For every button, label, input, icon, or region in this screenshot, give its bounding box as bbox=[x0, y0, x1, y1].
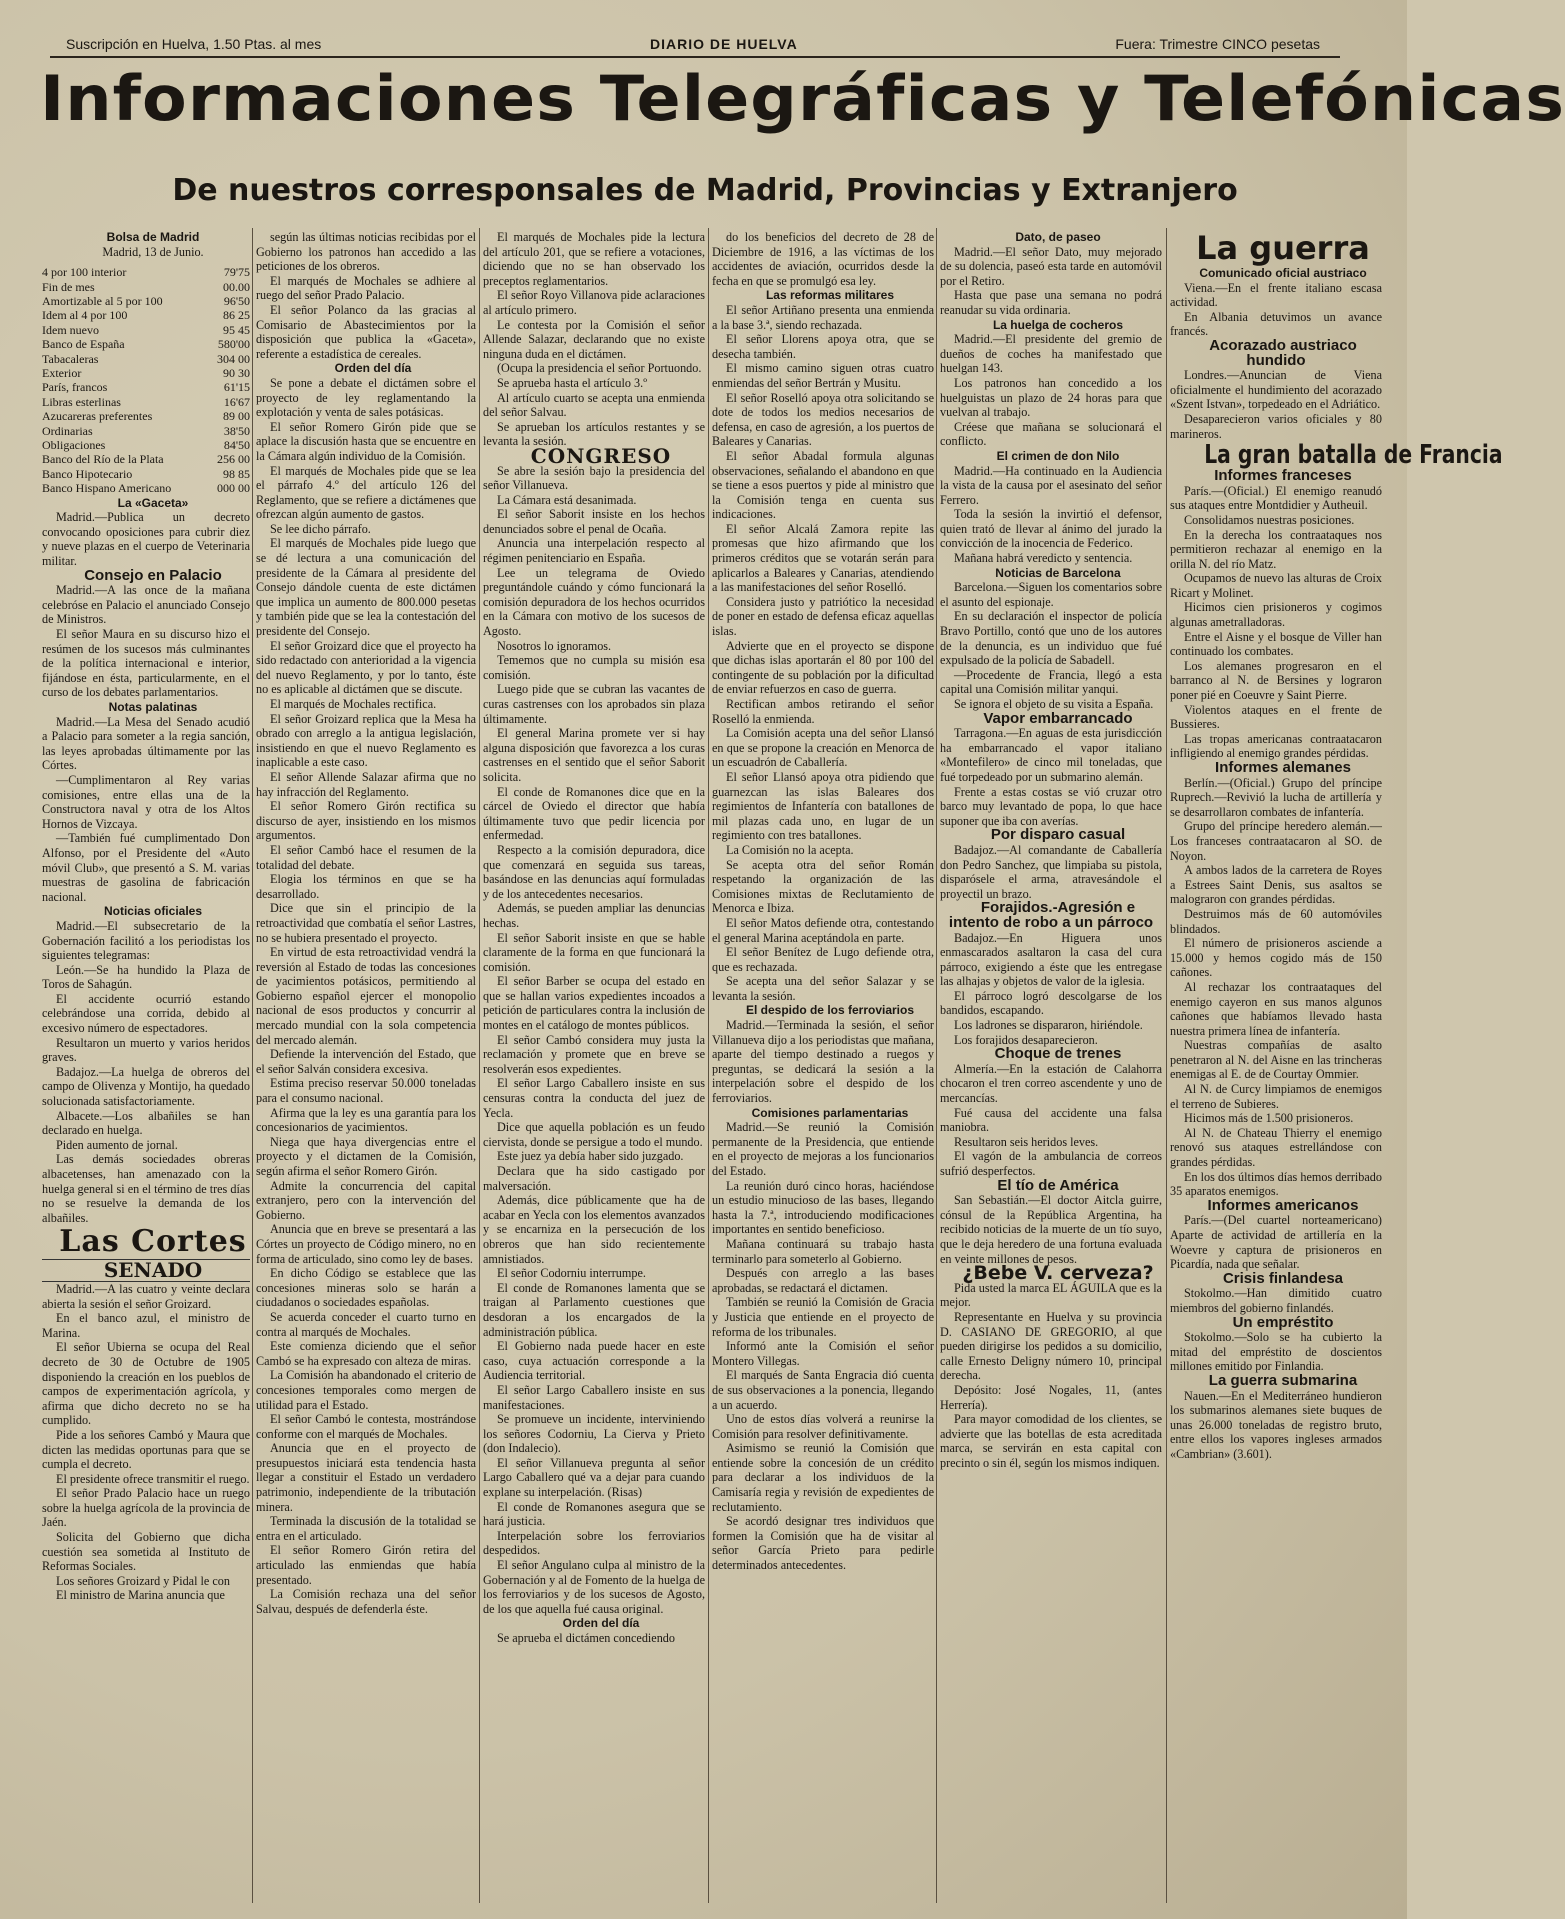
stock-name: Ordinarias bbox=[42, 423, 93, 438]
paragraph: Hicimos más de 1.500 prisioneros. bbox=[1184, 1111, 1354, 1126]
stock-name: Banco de España bbox=[42, 337, 125, 352]
section-heading: El despido de los ferroviarios bbox=[745, 1003, 915, 1018]
stock-value: 61'15 bbox=[223, 380, 250, 395]
paragraph: El señor Llansó apoya otra pidiendo que guarnezcan las islas Baleares dos regimientos de Infantería con batallones de mil plazas cada uno, en lugar de un regimiento con tres batallones. bbox=[712, 769, 934, 843]
paragraph: Se acepta otra del señor Román respetando la organización de las Comisiones mixtas de Reclutamiento de Menorca e Ibiza. bbox=[712, 857, 934, 916]
paragraph: Las tropas americanas contraatacaron infligiendo al enemigo grandes pérdidas. bbox=[1170, 731, 1382, 761]
paragraph: Defiende la intervención del Estado, que el señor Salván considera excesiva. bbox=[256, 1047, 476, 1076]
paragraph: Interpelación sobre los ferroviarios despedidos. bbox=[483, 1528, 705, 1558]
stock-value: 580'00 bbox=[217, 337, 250, 352]
paragraph: Uno de estos días volverá a reunirse la Comisión para resolver definitivamente. bbox=[712, 1412, 934, 1441]
paragraph: El señor Largo Caballero insiste en sus censuras contra la conducta del juez de Yecla. bbox=[483, 1076, 705, 1120]
paragraph: El señor Cambó le contesta, mostrándose conforme con el marqués de Mochales. bbox=[256, 1412, 476, 1441]
stock-name: Amortizable al 5 por 100 bbox=[42, 294, 163, 308]
paragraph: En la derecha los contraataques nos permitieron rechazar al enemigo en la orilla N. del río Matz. bbox=[1170, 527, 1382, 571]
paragraph: Se acepta una del señor Salazar y se levanta la sesión. bbox=[712, 974, 934, 1003]
subscription-note: Suscripción en Huelva, 1.50 Ptas. al mes bbox=[66, 36, 322, 52]
paragraph: Se aprueba el dictámen concediendo bbox=[497, 1631, 675, 1645]
paragraph: Almería.—En la estación de Calahorra chocaron el tren correo ascendente y uno de mercancías. bbox=[940, 1061, 1162, 1106]
stock-row bbox=[42, 323, 250, 337]
paragraph: Solicita del Gobierno que dicha cuestión sea sometida al Instituto de Reformas Sociales. bbox=[42, 1530, 250, 1574]
column-rule bbox=[708, 228, 709, 1903]
stock-name: Idem nuevo bbox=[42, 322, 99, 337]
paragraph: El vagón de la ambulancia de correos sufrió desperfectos. bbox=[940, 1149, 1162, 1178]
paragraph: Se lee dicho párrafo. bbox=[270, 521, 371, 536]
section-heading: Choque de trenes bbox=[994, 1045, 1122, 1063]
subscription-outside: Fuera: Trimestre CINCO pesetas bbox=[1115, 36, 1320, 52]
stock-value: 256 00 bbox=[217, 452, 250, 467]
paragraph: El marqués de Mochales pide la lectura del artículo 201, que se refiere a votaciones, diciendo que no se han observado los preceptos reglamentarios. bbox=[483, 230, 705, 288]
paragraph: —Cumplimentaron al Rey varias comisiones, entre ellas una de la Constructora naval y otra de los Altos Hornos de Vizcaya. bbox=[42, 772, 250, 831]
paragraph: Berlín.—(Oficial.) Grupo del príncipe Ruprech.—Revivió la lucha de artillería y se desarrollaron combates de infantería. bbox=[1170, 775, 1382, 819]
stock-name: Banco Hipotecario bbox=[42, 466, 133, 481]
paragraph: El señor Prado Palacio hace un ruego sobre la huelga agrícola de la provincia de Jaén. bbox=[42, 1486, 250, 1530]
paragraph: El señor Artiñano presenta una enmienda a la base 3.ª, siendo rechazada. bbox=[712, 302, 934, 332]
paragraph: El señor Groizard dice que el proyecto ha sido redactado con anterioridad a la vigencia del nuevo Reglamento, y por lo tanto, éste no es aplicable al dictámen que se discute. bbox=[256, 638, 476, 697]
section-heading: Orden del día bbox=[334, 361, 412, 376]
paragraph: El señor Saborit insiste en que se hable claramente de la forma en que funcionará la comisión. bbox=[483, 930, 705, 974]
senado-body bbox=[42, 1282, 250, 1603]
paragraph: Madrid.—A las cuatro y veinte declara abierta la sesión el señor Groizard. bbox=[42, 1281, 250, 1311]
column-rule bbox=[479, 228, 480, 1903]
stock-row bbox=[42, 265, 250, 279]
column-1 bbox=[42, 230, 250, 1900]
paragraph: Después con arreglo a las bases aprobadas, se redactará el dictamen. bbox=[712, 1266, 934, 1295]
paragraph: Afirma que la ley es una garantía para los concesionarios de yacimientos. bbox=[256, 1105, 476, 1135]
stock-name: Banco Hispano Americano bbox=[42, 481, 172, 496]
paragraph: Dice que aquella población es un feudo ciervista, donde se persigue a todo el mundo. bbox=[483, 1120, 705, 1149]
section-heading: Noticias de Barcelona bbox=[995, 565, 1121, 580]
paragraph: Madrid.—El subsecretario de la Gobernación facilitó a los periodistas los siguientes telegramas: bbox=[42, 918, 250, 963]
section-heading: Acorazado austriaco hundido bbox=[1209, 336, 1357, 369]
paragraph: Resultaron seis heridos leves. bbox=[954, 1134, 1099, 1149]
consejo-heading: Consejo en Palacio bbox=[84, 566, 222, 584]
column-rule bbox=[252, 228, 253, 1903]
paragraph: La Comisión ha abandonado el criterio de concesiones temporales como mergen de utilidad para el Estado. bbox=[256, 1368, 476, 1412]
paragraph: El señor Cambó hace el resumen de la totalidad del debate. bbox=[256, 842, 476, 872]
paragraph: Rectifican ambos retirando el señor Roselló la enmienda. bbox=[712, 697, 934, 726]
stock-row bbox=[42, 452, 250, 466]
stock-value: 304 00 bbox=[217, 351, 250, 366]
paragraph: Resultaron un muerto y varios heridos graves. bbox=[42, 1035, 250, 1065]
paragraph: Informó ante la Comisión el señor Montero Villegas. bbox=[712, 1339, 934, 1368]
stock-value: 16'67 bbox=[223, 394, 250, 409]
paragraph: Advierte que en el proyecto se dispone que dichas islas aportarán el 80 por 100 del contingente de su población por la dificultad de enviar refuerzos en caso de guerra. bbox=[712, 638, 934, 697]
gaceta-text: Madrid.—Publica un decreto convocando oposiciones para cubrir diez y nueve plazas en el cuerpo de Veterinaria militar. bbox=[42, 510, 250, 569]
section-heading: CONGRESO bbox=[530, 443, 672, 468]
paragraph: El señor Matos defiende otra, contestando el general Marina aceptándola en parte. bbox=[712, 915, 934, 945]
stock-table bbox=[42, 265, 250, 496]
column-5 bbox=[940, 230, 1162, 1900]
bolsa-dateline: Madrid, 13 de Junio. bbox=[102, 244, 204, 259]
section-heading: Informes franceses bbox=[1214, 467, 1352, 485]
paragraph: Al artículo cuarto se acepta una enmienda del señor Salvau. bbox=[483, 390, 705, 420]
cortes-heading: Las Cortes bbox=[59, 1224, 247, 1260]
paragraph: Mañana habrá veredicto y sentencia. bbox=[954, 551, 1133, 566]
paragraph: Frente a estas costas se vió cruzar otro barco muy levantado de popa, lo que hace suponer que iba con averías. bbox=[940, 784, 1162, 828]
paragraph: Los forajidos desaparecieron. bbox=[954, 1032, 1098, 1047]
paragraph: El señor Barber se ocupa del estado en que se hallan varios expedientes incoados a petición de particulares contra la inclusión de montes en el catálogo de montes públicos. bbox=[483, 974, 705, 1033]
paragraph: Se aprueban los artículos restantes y se levanta la sesión. bbox=[483, 419, 705, 449]
paragraph: El mismo camino siguen otras cuatro enmiendas del señor Bertrán y Musitu. bbox=[712, 361, 934, 390]
paragraph: El señor Romero Girón retira del articulado las enmiendas que había presentado. bbox=[256, 1543, 476, 1587]
column-rule bbox=[1166, 228, 1167, 1903]
paragraph: El señor Romero Girón pide que se aplace la discusión hasta que se encuentre en la Cámara algún individuo de la Comisión. bbox=[256, 419, 476, 463]
stock-value: 00.00 bbox=[223, 279, 250, 294]
paragraph: El señor Llorens apoya otra, que se desecha también. bbox=[712, 332, 934, 361]
paragraph: El señor Saborit insiste en los hechos denunciados sobre el penal de Ocaña. bbox=[483, 507, 705, 536]
paragraph: La Comisión acepta una del señor Llansó en que se propone la creación en Menorca de un escuadrón de Caballería. bbox=[712, 726, 934, 770]
paragraph: El marqués de Mochales pide luego que se dé lectura a una comunicación del presidente de la Cámara al presidente del Consejo dándole cuenta de este dictámen que implica un aumento de 800.000 pesetas y también pide que se lea la contestación del presidente del Consejo. bbox=[256, 536, 476, 639]
paragraph: Este juez ya debía haber sido juzgado. bbox=[497, 1149, 684, 1164]
section-subtitle: De nuestros corresponsales de Madrid, Provincias y Extranjero bbox=[172, 173, 1238, 208]
senado-heading: SENADO bbox=[42, 1259, 250, 1282]
paragraph: Considera justo y patriótico la necesidad de poner en estado de defensa eficaz aquellas islas. bbox=[712, 594, 934, 639]
paragraph: En dicho Código se establece que las concesiones mineras solo se harán a ciudadanos o sociedades españolas. bbox=[256, 1266, 476, 1310]
paragraph: Para mayor comodidad de los clientes, se advierte que las botellas de esta acreditada marca, se servirán en esta capital con precinto o sin él, según los mismos indiquen. bbox=[940, 1412, 1162, 1470]
stock-name: Obligaciones bbox=[42, 438, 106, 453]
paragraph: El señor Polanco da las gracias al Comisario de Abastecimientos por la disposición que publica la «Gaceta», referente a estadística de cereales. bbox=[256, 302, 476, 361]
paragraph: Fué causa del accidente una falsa maniobra. bbox=[940, 1105, 1162, 1135]
consejo-body bbox=[42, 583, 250, 700]
notas-heading: Notas palatinas bbox=[108, 700, 198, 714]
notas-body bbox=[42, 715, 250, 905]
column-2 bbox=[256, 230, 476, 1900]
paragraph: Se ignora el objeto de su visita a España. bbox=[954, 697, 1154, 711]
paragraph: —Procedente de Francia, llegó a esta capital una Comisión militar yanqui. bbox=[940, 667, 1162, 697]
paragraph: Badajoz.—En Higuera unos enmascarados asaltaron la casa del cura párroco, exigiendo a éste que les entregase las alhajas y objetos de valor de la iglesia. bbox=[940, 930, 1162, 989]
paragraph: En Albania detuvimos un avance francés. bbox=[1170, 309, 1382, 339]
paragraph: Lee un telegrama de Oviedo preguntándole cuándo y cómo funcionará la comisión depuradora de los hechos ocurridos en la Cámara con motivo de los sucesos de Agosto. bbox=[483, 565, 705, 639]
paragraph: Se abre la sesión bajo la presidencia del señor Villanueva. bbox=[483, 463, 705, 493]
paragraph: En el banco azul, el ministro de Marina. bbox=[42, 1311, 250, 1340]
stock-row bbox=[42, 337, 250, 351]
paragraph: —También fué cumplimentado Don Alfonso, por el Presidente del «Auto móvil Club», que presentó a S. M. varias muestras de gasolina de fabricación nacional. bbox=[42, 831, 250, 904]
section-heading: El crimen de don Nilo bbox=[996, 448, 1120, 463]
paragraph: Los patronos han concedido a los huelguistas un plazo de 24 horas para que vuelvan al trabajo. bbox=[940, 375, 1162, 420]
stock-row bbox=[42, 308, 250, 322]
paragraph: Admite la concurrencia del capital extranjero, pero con la intervención del Gobierno. bbox=[256, 1178, 476, 1222]
paragraph: Estima preciso reservar 50.000 toneladas para el consumo nacional. bbox=[256, 1076, 476, 1106]
section-heading: Informes alemanes bbox=[1215, 759, 1351, 776]
section-heading: Comisiones parlamentarias bbox=[751, 1105, 909, 1120]
paragraph: La Cámara está desanimada. bbox=[497, 492, 637, 507]
paragraph: Los señores Groizard y Pidal le con bbox=[56, 1573, 230, 1588]
stock-row bbox=[42, 352, 250, 366]
paragraph: Declara que ha sido castigado por malversación. bbox=[483, 1164, 705, 1193]
stock-name: Tabacaleras bbox=[42, 351, 99, 366]
paragraph: Anuncia una interpelación respecto al régimen penitenciario en España. bbox=[483, 536, 705, 566]
stock-value: 84'50 bbox=[223, 438, 250, 453]
stock-name: Banco del Río de la Plata bbox=[42, 452, 164, 467]
section-heading: Vapor embarrancado bbox=[983, 709, 1133, 727]
paragraph: El conde de Romanones lamenta que se traigan al Parlamento cuestiones que desdoran a los encargados de la administración pública. bbox=[483, 1280, 705, 1339]
paragraph: El señor Allende Salazar afirma que no hay infracción del Reglamento. bbox=[256, 769, 476, 799]
bolsa-heading: Bolsa de Madrid bbox=[106, 230, 200, 244]
paragraph: París.—(Del cuartel norteamericano) Aparte de actividad de artillería en la Woevre y captura de prisioneros en Picardía, nada que señalar. bbox=[1170, 1213, 1382, 1272]
paragraph: Créese que mañana se solucionará el conflicto. bbox=[940, 419, 1162, 449]
paragraph: (Ocupa la presidencia el señor Portuondo. bbox=[497, 361, 702, 376]
paragraph: Londres.—Anuncian de Viena oficialmente el hundimiento del acorazado «Szent Istvan», torpedeado en el Adriático. bbox=[1170, 368, 1382, 412]
paragraph: El señor Abadal formula algunas observaciones, señalando el abandono en que se tiene a esos puertos y pide al ministro que la Comisión tenga en cuenta sus indicaciones. bbox=[712, 448, 934, 522]
paragraph: Además, dice públicamente que ha de acabar en Yecla con los elementos avanzados y se encarniza en la persecución de los obreros que han sido recientemente amnistiados. bbox=[483, 1193, 705, 1266]
section-heading: La guerra bbox=[1196, 229, 1370, 267]
section-heading: Dato, de paseo bbox=[1015, 230, 1101, 244]
section-heading: La gran batalla de Francia bbox=[1204, 440, 1503, 471]
paragraph: El conde de Romanones dice que en la cárcel de Oviedo el director que había últimamente tuvo que pedir licencia por enfermedad. bbox=[483, 784, 705, 843]
paragraph: La Comisión rechaza una del señor Salvau, después de defenderla éste. bbox=[256, 1587, 476, 1616]
paragraph: El accidente ocurrió estando celebrándose una corrida, debido al excesivo número de espectadores. bbox=[42, 991, 250, 1036]
paragraph: Al N. de Chateau Thierry el enemigo renovó sus ataques estrellándose con grandes pérdidas. bbox=[1170, 1125, 1382, 1170]
paragraph: El marqués de Mochales pide que se lea el párrafo 4.º del artículo 126 del Reglamento, que se refiere a dictámenes que ofrezcan algún aumento de gastos. bbox=[256, 463, 476, 522]
paragraph: Madrid.—A las once de la mañana celebróse en Palacio el anunciado Consejo de Ministros. bbox=[42, 583, 250, 627]
stock-value: 89 00 bbox=[223, 409, 250, 424]
paragraph: La reunión duró cinco horas, haciéndose un estudio minucioso de las bases, llegando hasta la 7.ª, introduciendo modificaciones importantes en sentido beneficioso. bbox=[712, 1178, 934, 1237]
section-heading: Las reformas militares bbox=[765, 288, 895, 303]
masthead-title: Informaciones Telegráficas y Telefónicas bbox=[40, 62, 1565, 135]
paragraph: Violentos ataques en el frente de Bussieres. bbox=[1170, 702, 1382, 732]
paragraph: El señor Cambó considera muy justa la reclamación y promete que en breve se resolverán esos expedientes. bbox=[483, 1032, 705, 1076]
section-heading: La guerra submarina bbox=[1208, 1371, 1358, 1389]
paragraph: Anuncia que en el proyecto de presupuestos iniciará esta tendencia hasta llegar a constituir el Estado un verdadero patrimonio, independiente de la tributación minera. bbox=[256, 1441, 476, 1514]
paragraph: París.—(Oficial.) El enemigo reanudó sus ataques entre Montdidier y Autheuil. bbox=[1170, 483, 1382, 513]
stock-row bbox=[42, 467, 250, 481]
newspaper-name: DIARIO DE HUELVA bbox=[650, 36, 798, 52]
paragraph: Madrid.—La Mesa del Senado acudió a Palacio para someter a la regia sanción, las leyes aprobadas últimamente por las Córtes. bbox=[42, 714, 250, 773]
stock-row bbox=[42, 280, 250, 294]
section-heading: Un empréstito bbox=[1232, 1313, 1334, 1331]
stock-value: 86 25 bbox=[223, 308, 250, 323]
paragraph: Asimismo se reunió la Comisión que entiende sobre la concesión de un crédito para declarar a los individuos de la Camisaría regia y revisión de expedientes de reclutamiento. bbox=[712, 1441, 934, 1514]
paragraph: Las demás sociedades obreras albacetenses, han amenazado con la huelga general si en el término de tres días no se resuelve la demanda de los albañiles. bbox=[42, 1152, 250, 1225]
paragraph: El número de prisioneros asciende a 15.000 y hemos cogido más de 150 cañones. bbox=[1170, 936, 1382, 980]
stock-name: Fin de mes bbox=[42, 279, 95, 294]
stock-name: Azucareras preferentes bbox=[42, 409, 153, 424]
paragraph: El señor Angulano culpa al ministro de la Gobernación y al de Fomento de la huelga de los ferroviarios y de los sucesos de Agosto, de los que aquella fué causa original. bbox=[483, 1558, 705, 1616]
paragraph: El señor Villanueva pregunta al señor Largo Caballero qué va a dejar para cuando explane su interpelación. (Risas) bbox=[483, 1455, 705, 1500]
paragraph: Además, se pueden ampliar las denuncias hechas. bbox=[483, 901, 705, 930]
section-heading: Informes americanos bbox=[1207, 1196, 1359, 1214]
paragraph: Madrid.—El presidente del gremio de dueños de coches ha manifestado que huelgan 143. bbox=[940, 332, 1162, 376]
paragraph: Madrid.—El señor Dato, muy mejorado de su dolencia, paseó esta tarde en automóvil por el Retiro. bbox=[940, 244, 1162, 288]
paragraph: Anuncia que en breve se presentará a las Córtes un proyecto de Código minero, no en forma de articulado, sino como ley de bases. bbox=[256, 1222, 476, 1266]
column-rule bbox=[936, 228, 937, 1903]
paragraph: El señor Alcalá Zamora repite las promesas que hizo afirmando que los primeros créditos que se votarán serán para aplicarlos a Baleares y Canarias, atendiendo a las manifestaciones del señor Roselló. bbox=[712, 521, 934, 595]
gaceta-heading: La «Gaceta» bbox=[117, 495, 189, 510]
paragraph: El marqués de Mochales rectifica. bbox=[270, 697, 437, 711]
stock-row bbox=[42, 380, 250, 394]
stock-name: París, francos bbox=[42, 380, 108, 395]
paragraph: Tarragona.—En aguas de esta jurisdicción ha embarrancado el vapor italiano «Montefilero» de cinco mil toneladas, que fué torpedeado por un submarino alemán. bbox=[940, 726, 1162, 784]
paragraph: Luego pide que se cubran las vacantes de curas castrenses con los aprobados sin plaza últimamente. bbox=[483, 682, 705, 726]
paragraph: Terminada la discusión de la totalidad se entra en el articulado. bbox=[256, 1514, 476, 1543]
paragraph: También se reunió la Comisión de Gracia y Justicia que entiende en el proyecto de reforma de los tribunales. bbox=[712, 1295, 934, 1339]
paragraph: Este comienza diciendo que el señor Cambó se ha expresado con alteza de miras. bbox=[256, 1339, 476, 1368]
stock-row bbox=[42, 424, 250, 438]
paragraph: En virtud de esta retroactividad vendrá la reversión al Estado de todas las concesiones de yacimientos potásicos, permitiendo al Gobierno español ejercer el monopolio nacional de esos productos y concurrir al mercado mundial con la sola competencia del mercado alemán. bbox=[256, 945, 476, 1047]
stock-name: Idem al 4 por 100 bbox=[42, 308, 128, 323]
stock-row bbox=[42, 366, 250, 380]
paragraph: El señor Codorniu interrumpe. bbox=[497, 1266, 646, 1281]
paragraph: El señor Roselló apoya otra solicitando se dote de todos los medios necesarios de defensa, en caso de agresión, a los puertos de Baleares y Canarias. bbox=[712, 390, 934, 449]
stock-value: 98 85 bbox=[223, 466, 250, 481]
paragraph: Se promueve un incidente, interviniendo los señores Codorniu, La Cierva y Prieto (don Indalecio). bbox=[483, 1412, 705, 1456]
stock-value: 96'50 bbox=[223, 294, 250, 308]
stock-value: 95 45 bbox=[223, 322, 250, 337]
paragraph: Hasta que pase una semana no podrá reanudar su vida ordinaria. bbox=[940, 288, 1162, 317]
paragraph: Badajoz.—Al comandante de Caballería don Pedro Sanchez, que limpiaba su pistola, disparósele el arma, atravesándole el proyectil un brazo. bbox=[940, 842, 1162, 901]
paragraph: Elogia los términos en que se ha desarrollado. bbox=[256, 872, 476, 901]
paragraph: El marqués de Santa Engracia dió cuenta de sus observaciones a la ponencia, llegando a un acuerdo. bbox=[712, 1368, 934, 1412]
stock-value: 000 00 bbox=[217, 481, 250, 496]
stock-row bbox=[42, 294, 250, 308]
header-line bbox=[50, 34, 1340, 58]
paragraph: Destruimos más de 60 automóviles blindados. bbox=[1170, 906, 1382, 936]
paragraph: Se acuerda conceder el cuarto turno en contra al marqués de Mochales. bbox=[256, 1309, 476, 1339]
noticias-heading: Noticias oficiales bbox=[103, 904, 203, 919]
paragraph: do los beneficios del decreto de 28 de Diciembre de 1916, a las víctimas de los accidentes de aviación, ocurridos desde la fecha en que se promulgó esa ley. bbox=[712, 230, 934, 288]
paragraph: El párroco logró descolgarse de los bandidos, escapando. bbox=[940, 988, 1162, 1018]
paragraph: Nuestras compañías de asalto penetraron al N. del Aisne en las trincheras enemigas al E. de de Courtay Ommier. bbox=[1170, 1038, 1382, 1082]
paragraph: Se pone a debate el dictámen sobre el proyecto de ley reglamentando la explotación y venta de sales potásicas. bbox=[256, 375, 476, 420]
paragraph: Al rechazar los contraataques del enemigo cayeron en sus manos algunos cañones que habíamos llevado hasta nuestra primera línea de infantería. bbox=[1170, 979, 1382, 1038]
paragraph: El señor Groizard replica que la Mesa ha obrado con arreglo a la antigua legislación, insistiendo en que el nuevo Reglamento es inaplicable a este caso. bbox=[256, 711, 476, 770]
section-heading: ¿Bebe V. cerveza? bbox=[962, 1262, 1154, 1285]
paragraph: Tememos que no cumpla su misión esa comisión. bbox=[483, 653, 705, 682]
paragraph: En los dos últimos días hemos derribado 35 aparatos enemigos. bbox=[1170, 1169, 1382, 1199]
paragraph: Nauen.—En el Mediterráneo hundieron los submarinos alemanes siete buques de unas 26.000 toneladas de registro bruto, entre ellos los vapores ingleses armados «Cambrian» (3.601). bbox=[1170, 1388, 1382, 1461]
stock-value: 79'75 bbox=[223, 265, 250, 280]
paragraph: El señor Largo Caballero insiste en sus manifestaciones. bbox=[483, 1382, 705, 1412]
section-heading: El tío de América bbox=[997, 1176, 1119, 1194]
section-heading: Crisis finlandesa bbox=[1222, 1269, 1344, 1287]
section-heading: Forajidos.-Agresión e intento de robo a un párroco bbox=[948, 899, 1154, 931]
paragraph: Los alemanes progresaron en el barranco al N. de Bersines y lograron poner pié en Coeuvre y Saint Pierre. bbox=[1170, 658, 1382, 703]
paragraph: Le contesta por la Comisión el señor Allende Salazar, declarando que no existe ninguna duda en el dictámen. bbox=[483, 317, 705, 361]
paragraph: Entre el Aisne y el bosque de Viller han continuado los combates. bbox=[1170, 629, 1382, 659]
paragraph: El señor Benítez de Lugo defiende otra, que es rechazada. bbox=[712, 945, 934, 974]
column-4 bbox=[712, 230, 934, 1900]
stock-name: Exterior bbox=[42, 366, 82, 381]
paragraph: El señor Romero Girón rectifica su discurso de ayer, insistiendo en los mismos argumentos. bbox=[256, 799, 476, 843]
paragraph: El conde de Romanones asegura que se hará justicia. bbox=[483, 1499, 705, 1529]
paragraph: Grupo del príncipe heredero alemán.—Los franceses contraatacaron al SO. de Noyon. bbox=[1170, 819, 1382, 863]
paragraph: Se acordó designar tres individuos que formen la Comisión que ha de visitar al señor García Prieto para pedirle determinados antecedentes. bbox=[712, 1514, 934, 1573]
paragraph: El señor Ubierna se ocupa del Real decreto de 30 de Octubre de 1905 disponiendo la creación en los pueblos de campos de experimentación agrícola, y afirma que dicho decreto no se ha cumplido. bbox=[42, 1340, 250, 1428]
stock-value: 90 30 bbox=[223, 366, 250, 381]
paragraph: Piden aumento de jornal. bbox=[56, 1137, 178, 1152]
section-heading: La huelga de cocheros bbox=[992, 317, 1124, 332]
column-6 bbox=[1170, 229, 1503, 1900]
stock-value: 38'50 bbox=[223, 423, 250, 438]
paragraph: Niega que haya divergencias entre el proyecto y el dictamen de la Comisión, según afirma el señor Romero Girón. bbox=[256, 1134, 476, 1178]
paragraph: El presidente ofrece transmitir el ruego. bbox=[56, 1471, 250, 1486]
paragraph: Albacete.—Los albañiles se han declarado en huelga. bbox=[42, 1108, 250, 1138]
noticias-body bbox=[42, 919, 250, 1225]
paragraph: Madrid.—Terminada la sesión, el señor Villanueva dijo a los periodistas que mañana, aparte del tiempo destinado a ruegos y preguntas, se dedicará la sesión a la interpelación sobre el despido de los ferroviarios. bbox=[712, 1018, 934, 1106]
section-heading: Orden del día bbox=[562, 1616, 640, 1631]
paragraph: Representante en Huelva y su provincia D. CASIANO DE GREGORIO, al que pueden dirigirse los pedidos a su domicilio, calle Ernesto Deligny número 10, principal derecha. bbox=[940, 1309, 1162, 1383]
paragraph: Stokolmo.—Han dimitido cuatro miembros del gobierno finlandés. bbox=[1170, 1286, 1382, 1315]
paragraph: El Gobierno nada puede hacer en este caso, cuya actuación corresponde a la Audiencia territorial. bbox=[483, 1339, 705, 1383]
stock-row bbox=[42, 409, 250, 423]
stock-row bbox=[42, 395, 250, 409]
paragraph: Stokolmo.—Solo se ha cubierto la mitad del empréstito de doscientos millones emitido por Finlandia. bbox=[1170, 1330, 1382, 1374]
paragraph: En su declaración el inspector de policía Bravo Portillo, contó que uno de los autores de la denuncia, es un individuo que fué expulsado de la policía de Sabadell. bbox=[940, 609, 1162, 668]
paragraph: Dice que sin el principio de la retroactividad que combatía el señor Lastres, no se hubiera presentado el proyecto. bbox=[256, 901, 476, 945]
section-heading: Comunicado oficial austriaco bbox=[1199, 266, 1367, 280]
paragraph: León.—Se ha hundido la Plaza de Toros de Sahagún. bbox=[42, 962, 250, 992]
paragraph: Desaparecieron varios oficiales y 80 marineros. bbox=[1170, 411, 1382, 441]
column-3 bbox=[483, 230, 705, 1900]
paragraph: Madrid.—Ha continuado en la Audiencia la vista de la causa por el asesinato del señor Ferrero. bbox=[940, 463, 1162, 507]
stock-name: 4 por 100 interior bbox=[42, 265, 127, 280]
paragraph: Mañana continuará su trabajo hasta terminarlo para someterlo al Gobierno. bbox=[712, 1236, 934, 1266]
stock-row bbox=[42, 481, 250, 495]
paragraph: Barcelona.—Siguen los comentarios sobre el asunto del espionaje. bbox=[940, 580, 1162, 609]
paragraph: según las últimas noticias recibidas por el Gobierno los patronos han accedido a las peticiones de los obreros. bbox=[256, 230, 476, 274]
paragraph: Toda la sesión la invirtió el defensor, quien trató de llevar al ánimo del jurado la convicción de la inocencia de Federico. bbox=[940, 507, 1162, 551]
paragraph: El señor Maura en su discurso hizo el resúmen de los sucesos más culminantes de la política internacional e interior, fijándose en ésta, particularmente, en el curso de los debates parlamentarios. bbox=[42, 627, 250, 700]
paragraph: Ocupamos de nuevo las alturas de Croix Ricart y Molinet. bbox=[1170, 571, 1382, 600]
paragraph: Madrid.—Se reunió la Comisión permanente de la Presidencia, que entiende en el proyecto de mejoras a los funcionarios del Estado. bbox=[712, 1120, 934, 1178]
paragraph: Al N. de Curcy limpiamos de enemigos el terreno de Subieres. bbox=[1170, 1082, 1382, 1111]
paragraph: Viena.—En el frente italiano escasa actividad. bbox=[1170, 280, 1382, 310]
paragraph: Pida usted la marca EL ÁGUILA que es la mejor. bbox=[940, 1280, 1162, 1310]
paragraph: Consolidamos nuestras posiciones. bbox=[1184, 512, 1355, 527]
section-heading: Por disparo casual bbox=[990, 826, 1126, 844]
paragraph: Pide a los señores Cambó y Maura que dicten las medidas oportunas para que se cumpla el decreto. bbox=[42, 1427, 250, 1472]
paragraph: Los ladrones se dispararon, hiriéndole. bbox=[954, 1018, 1143, 1033]
paragraph: Respecto a la comisión depuradora, dice que comenzará en seguida sus tareas, basándose en las denuncias aquí formuladas y de los antecedentes necesarios. bbox=[483, 842, 705, 901]
paragraph: El marqués de Mochales se adhiere al ruego del señor Prado Palacio. bbox=[256, 273, 476, 303]
paragraph: Badajoz.—La huelga de obreros del campo de Olivenza y Montijo, ha quedado solucionada satisfactoriamente. bbox=[42, 1064, 250, 1109]
paragraph: Nosotros lo ignoramos. bbox=[497, 638, 612, 653]
paragraph: Depósito: José Nogales, 11, (antes Herrería). bbox=[940, 1382, 1162, 1412]
paragraph: Hicimos cien prisioneros y cogimos algunas ametralladoras. bbox=[1170, 600, 1382, 630]
stock-name: Libras esterlinas bbox=[42, 394, 121, 409]
paragraph: El señor Royo Villanova pide aclaraciones al artículo primero. bbox=[483, 288, 705, 317]
paragraph: La Comisión no la acepta. bbox=[726, 842, 854, 857]
stock-row bbox=[42, 438, 250, 452]
paragraph: Se aprueba hasta el artículo 3.º bbox=[497, 375, 647, 390]
paragraph: San Sebastián.—El doctor Aitcla guirre, cónsul de la República Argentina, ha recibido noticias de la muerte de un tío suyo, que le deja heredero de una fortuna evaluada en veinte millones de pesos. bbox=[940, 1193, 1162, 1266]
paragraph: A ambos lados de la carretera de Royes a Estrees Saint Denis, sus asaltos se malograron con grandes pérdidas. bbox=[1170, 863, 1382, 907]
paragraph: El ministro de Marina anuncia que bbox=[56, 1588, 225, 1603]
paragraph: El general Marina promete ver si hay alguna disposición que favorezca a los curas castrenses en el sentido que el señor Saborit solicita. bbox=[483, 726, 705, 784]
